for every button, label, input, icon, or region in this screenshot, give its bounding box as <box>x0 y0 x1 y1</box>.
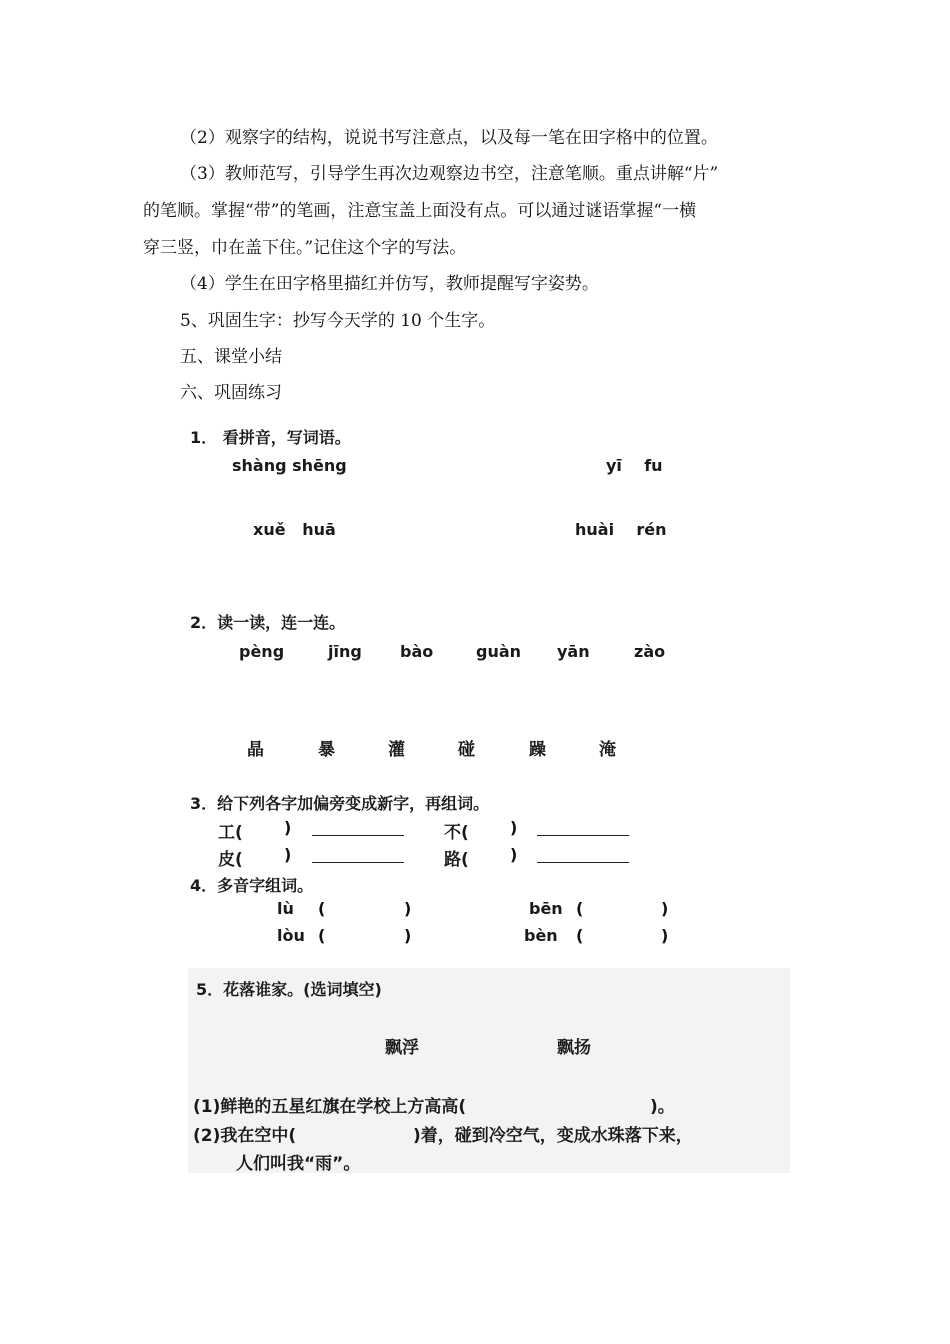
paragraph-step-2: （2）观察字的结构，说说书写注意点，以及每一笔在田字格中的位置。 <box>180 128 718 148</box>
exercise-3-item-3: 皮( <box>218 850 243 870</box>
exercise-3-item-1: 工( <box>218 823 243 843</box>
exercise-2-char-3: 灌 <box>388 740 405 760</box>
exercise-1-pinyin-4: huài rén <box>575 520 667 539</box>
exercise-5-choice-1: 飘浮 <box>385 1038 419 1058</box>
paragraph-step-3-line1: （3）教师范写，引导学生再次边观察边书空，注意笔顺。重点讲解“片” <box>180 164 719 184</box>
exercise-4-pinyin-1: lù <box>277 899 294 918</box>
exercise-4-title: 4．多音字组词。 <box>190 876 314 895</box>
exercise-3-answer-blank-3[interactable] <box>312 848 404 863</box>
exercise-3-item-2: 不( <box>444 823 469 843</box>
exercise-5-title: 5．花落谁家。(选词填空) <box>196 980 382 999</box>
exercise-3-answer-blank-2[interactable] <box>537 821 629 836</box>
exercise-1-pinyin-1: shàng shēng <box>232 456 347 475</box>
exercise-2-char-1: 晶 <box>247 740 264 760</box>
paragraph-step-3-line2: 的笔顺。掌握“带”的笔画，注意宝盖上面没有点。可以通过谜语掌握“一横 <box>143 201 697 221</box>
exercise-2-char-4: 碰 <box>458 740 475 760</box>
exercise-1-pinyin-3: xuě huā <box>253 520 336 539</box>
exercise-5-question-2-start: (2)我在空中( <box>193 1126 297 1146</box>
exercise-4-close-paren-3: ) <box>404 926 412 945</box>
exercise-4-pinyin-4: bèn <box>524 926 558 945</box>
exercise-3-close-paren-1: ) <box>284 818 292 837</box>
section-heading-practice: 六、巩固练习 <box>180 383 282 403</box>
exercise-5-question-1-start: (1)鲜艳的五星红旗在学校上方高高( <box>193 1097 467 1117</box>
exercise-3-answer-blank-4[interactable] <box>537 848 629 863</box>
exercise-5-question-1-end: )。 <box>650 1097 675 1117</box>
paragraph-step-4: （4）学生在田字格里描红并仿写，教师提醒写字姿势。 <box>180 274 599 294</box>
exercise-2-title: 2．读一读，连一连。 <box>190 613 346 632</box>
exercise-3-close-paren-3: ) <box>284 845 292 864</box>
exercise-4-close-paren-2: ) <box>661 899 669 918</box>
exercise-1-title: 1． 看拼音，写词语。 <box>190 428 351 447</box>
exercise-4-open-paren-1: ( <box>318 899 326 918</box>
exercise-4-close-paren-4: ) <box>661 926 669 945</box>
exercise-4-open-paren-4: ( <box>576 926 584 945</box>
exercise-5-question-2-line2: 人们叫我“雨”。 <box>236 1154 361 1174</box>
exercise-4-close-paren-1: ) <box>404 899 412 918</box>
exercise-2-pinyin-3: bào <box>400 642 434 661</box>
exercise-1-pinyin-2: yī fu <box>606 456 663 475</box>
exercise-2-char-6: 淹 <box>599 740 616 760</box>
exercise-4-open-paren-3: ( <box>318 926 326 945</box>
exercise-2-char-5: 躁 <box>529 740 546 760</box>
exercise-2-pinyin-2: jīng <box>328 642 362 661</box>
exercise-4-open-paren-2: ( <box>576 899 584 918</box>
exercise-3-close-paren-2: ) <box>510 818 518 837</box>
exercise-3-title: 3．给下列各字加偏旁变成新字，再组词。 <box>190 794 490 813</box>
exercise-3-close-paren-4: ) <box>510 845 518 864</box>
exercise-3-item-4: 路( <box>444 850 469 870</box>
paragraph-step-3-line3: 穿三竖，巾在盖下住。”记住这个字的写法。 <box>143 238 467 258</box>
paragraph-step-5: 5、巩固生字：抄写今天学的 10 个生字。 <box>180 311 496 331</box>
exercise-2-pinyin-6: zào <box>634 642 666 661</box>
exercise-5-question-2-end: )着，碰到冷空气，变成水珠落下来， <box>413 1126 693 1146</box>
exercise-2-char-2: 暴 <box>318 740 335 760</box>
exercise-5-choice-2: 飘扬 <box>557 1038 591 1058</box>
exercise-2-pinyin-5: yān <box>557 642 590 661</box>
section-heading-summary: 五、课堂小结 <box>180 347 282 367</box>
exercise-3-answer-blank-1[interactable] <box>312 821 404 836</box>
exercise-4-pinyin-3: lòu <box>277 926 305 945</box>
exercise-2-pinyin-4: guàn <box>476 642 522 661</box>
exercise-2-pinyin-1: pèng <box>239 642 285 661</box>
exercise-4-pinyin-2: bēn <box>529 899 563 918</box>
